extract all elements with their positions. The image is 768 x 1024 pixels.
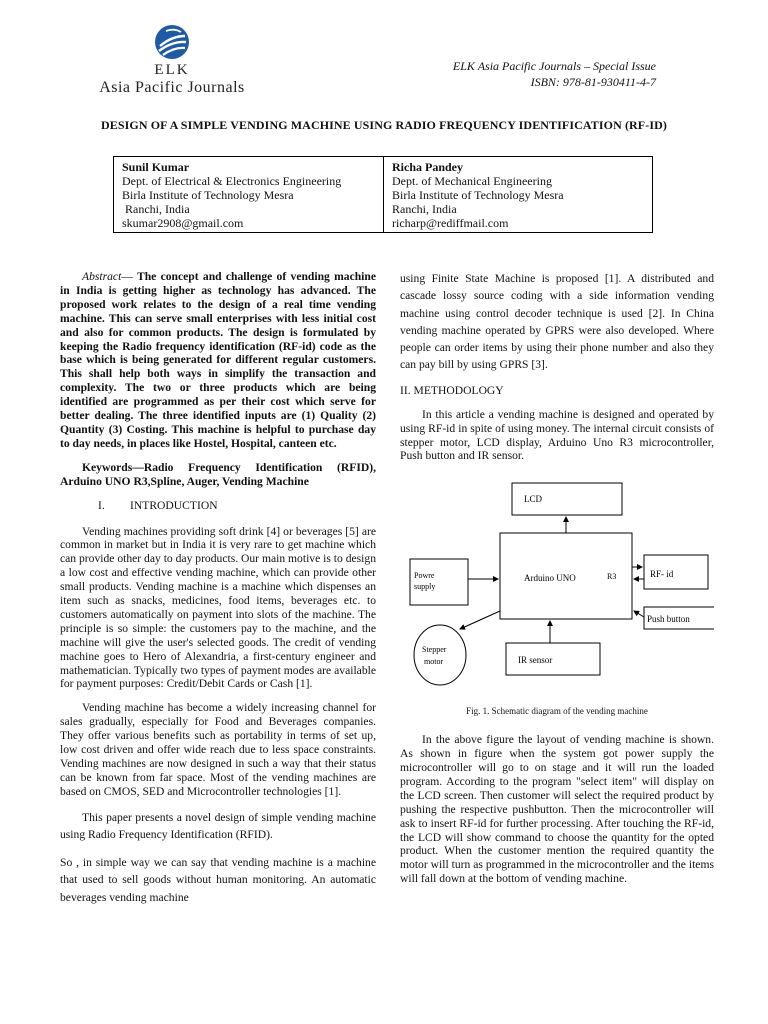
methodology-paragraph-1: In this article a vending machine is designed and operated by using RF-id in spite of using money. The internal circuit consists of stepper motor, LCD display, Arduino Uno R3 microcontroller, Push button and IR sensor. xyxy=(400,407,714,463)
journal-info xyxy=(453,58,656,90)
author-1 xyxy=(114,157,383,232)
intro-paragraph-2: Vending machine has become a widely increasing channel for sales gradually, especially for Food and Beverages companies. They offer various benefits such as portability in terms of set up, low cost driven and offer wide reach due to less space constraints. Vending machines are now designed in such a way that their status can be known from far space. Most of the vending machines are based on CMOS, SED and Microcontroller technologies [1]. xyxy=(60,701,376,798)
schematic-diagram xyxy=(400,475,714,695)
intro-paragraph-3: This paper presents a novel design of simple vending machine using Radio Frequency Identification (RFID). xyxy=(60,810,376,842)
author-institute: Birla Institute of Technology Mesra xyxy=(122,188,294,202)
journal-logo xyxy=(92,24,252,97)
figure-caption: Fig. 1. Schematic diagram of the vending machine xyxy=(466,706,648,717)
logo-name: ELK xyxy=(154,62,190,78)
abstract-text: The concept and challenge of vending machine in India is getting higher as technology has advanced. The proposed work relates to the design of a real time vending machine. This can serve small enterprises with less initial cost and also for common products. The design is formulated by keeping the Radio frequency identification (RF-id) code as the base which is being generated for different regular customers. This shall help both ways in simplify the transaction and complexity. The two or three products which are being identified are programmed as per their cost which serve for better dealing. The three identified inputs are (1) Quality (2) Quantity (3) Costing. This machine is helpful to purchase day to day needs, in places like Hostel, Hospital, canteen etc. xyxy=(60,270,376,450)
author-name: Sunil Kumar xyxy=(122,160,190,174)
author-email: skumar2908@gmail.com xyxy=(122,216,244,230)
intro-heading xyxy=(60,499,376,513)
power-label-1: Powre xyxy=(414,571,435,581)
push-label: Push button xyxy=(647,614,690,625)
methodology-paragraph-2: In the above figure the layout of vending machine is shown. As shown in figure when the system got power supply the microcontroller will go to on stage and it will run the loaded program. According to the program "select item" will display on the LCD screen. Then customer will select the required product by pushing the respective pushbutton. Then the microcontroller will ask to insert RF-id for further processing. After touching the RF-id, the LCD will show command to choose the quantity for the opted product. When the customer mention the required quantity the motor will turn as programmed in the microcontroller and the items will fall down at the bottom of vending machine. xyxy=(400,733,714,886)
author-2 xyxy=(383,157,652,232)
schematic-svg xyxy=(400,475,714,695)
paper-title: DESIGN OF A SIMPLE VENDING MACHINE USING RADIO FREQUENCY IDENTIFICATION (RF-ID) xyxy=(101,118,667,132)
stepper-label-2: motor xyxy=(424,657,444,667)
arduino-label: Arduino UNO xyxy=(524,573,576,584)
abstract xyxy=(60,270,376,451)
left-column xyxy=(60,270,376,906)
stepper-label-1: Stepper xyxy=(422,645,447,655)
author-email: richarp@rediffmail.com xyxy=(392,216,509,230)
right-column xyxy=(400,270,714,886)
author-dept: Dept. of Electrical & Electronics Engineering xyxy=(122,174,342,188)
author-institute: Birla Institute of Technology Mesra xyxy=(392,188,564,202)
methodology-heading: II. METHODOLOGY xyxy=(400,383,504,397)
intro-number: I. xyxy=(98,498,105,512)
journal-line-1: ELK Asia Pacific Journals – Special Issue xyxy=(452,59,656,73)
abstract-dash: — xyxy=(121,270,133,283)
arrow-arduino-motor xyxy=(460,611,500,629)
intro-paragraph-4: So , in simple way we can say that vending machine is a machine that used to sell goods without human monitoring. An automatic beverages vending machine xyxy=(60,855,376,904)
author-location: Ranchi, India xyxy=(392,202,457,216)
author-name: Richa Pandey xyxy=(392,160,464,174)
intro-paragraph-1: Vending machines providing soft drink [4] or beverages [5] are common in market but in India it is very rare to get machine which can provide other day to day products. Our main motive is to design a low cost and effective vending machine, which can provide other small products. Vending machine is a machine which dispenses an item such as snacks, medicines, food items, beverages etc. to customers automatically on payment into slots of the machine. The principle is so simple: the customers pay to the machine, and the machine will give the user's selected goods. The credit of vending machine goes to Hero of Alexandria, a first-century engineer and mathematician. Typically two types of payment modes are available for payment purposes: Credit/Debit Cards or Cash [1]. xyxy=(60,524,376,691)
logo-subtitle: Asia Pacific Journals xyxy=(99,79,245,96)
author-location: Ranchi, India xyxy=(122,202,190,216)
intro-title: INTRODUCTION xyxy=(130,498,218,512)
arduino-suffix: R3 xyxy=(607,572,617,582)
lcd-label: LCD xyxy=(524,494,542,505)
authors-table xyxy=(113,156,653,233)
globe-logo-icon xyxy=(154,24,190,60)
journal-isbn: ISBN: 978-81-930411-4-7 xyxy=(530,75,656,89)
rfid-label: RF- id xyxy=(650,569,674,580)
abstract-label: Abstract xyxy=(82,270,122,283)
arrow-push-arduino xyxy=(634,611,644,617)
power-label-2: supply xyxy=(414,582,436,592)
intro-paragraph-5: using Finite State Machine is proposed [1]. A distributed and cascade lossy source coding with a side information vending machine using control decoder technique is used [2]. In China vending machine operated by GPRS were also developed. Where people can order items by using their phone number and also they can pay bill by using GPRS [3]. xyxy=(400,272,714,372)
author-dept: Dept. of Mechanical Engineering xyxy=(392,174,552,188)
keywords: Keywords—Radio Frequency Identification (RFID), Arduino UNO R3,Spline, Auger, Vending Machine xyxy=(60,460,376,488)
stepper-motor xyxy=(414,625,466,685)
ir-label: IR sensor xyxy=(518,655,553,666)
